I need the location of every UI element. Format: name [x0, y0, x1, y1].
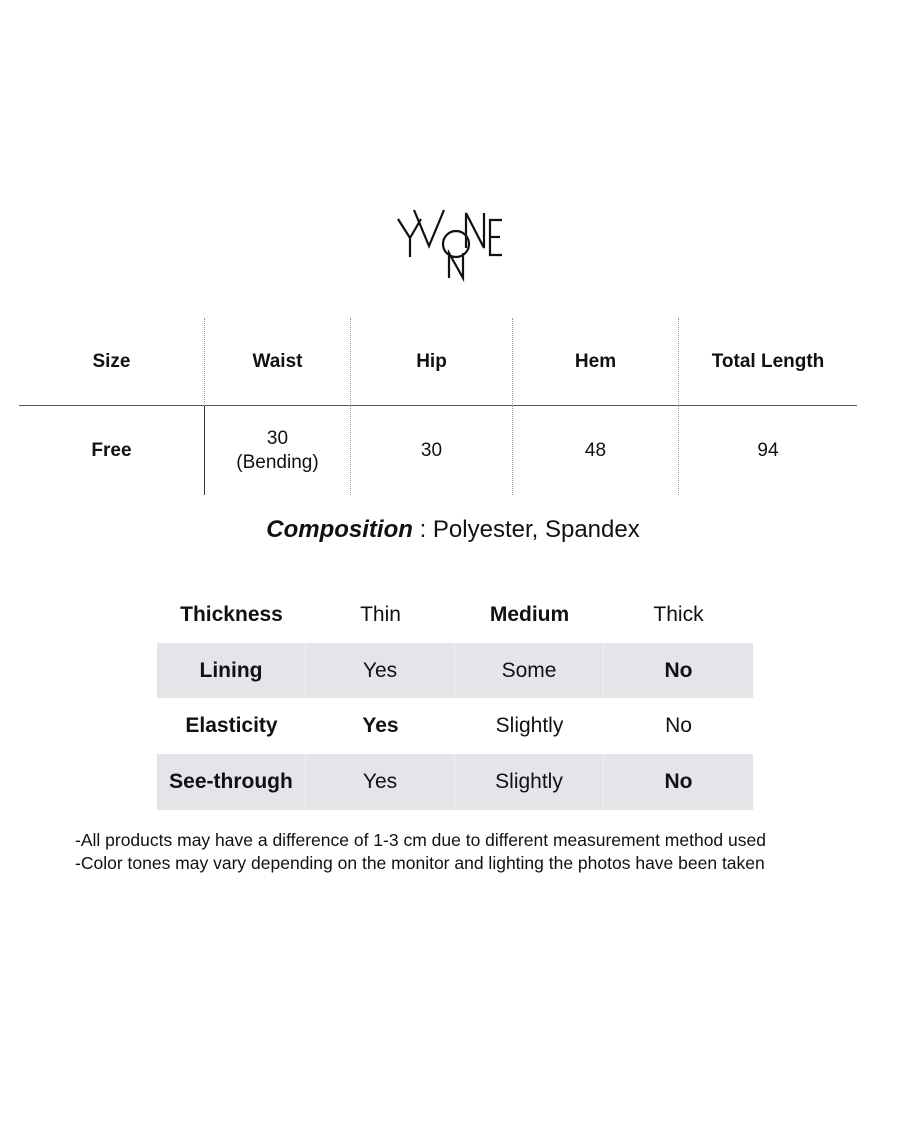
fabric-option: Thick [653, 603, 704, 626]
composition-materials: Polyester, Spandex [432, 516, 640, 543]
logo-letter-v [414, 210, 444, 246]
note-measurement: -All products may have a difference of 1-3 cm due to different measurement method used [75, 830, 766, 850]
header-waist: Waist [205, 318, 351, 406]
composition-label: Composition [266, 516, 413, 543]
cell-hem: 48 [513, 406, 679, 495]
fabric-option: Medium [489, 603, 570, 626]
header-hip: Hip [351, 318, 513, 406]
fabric-option: Thin [360, 603, 401, 626]
fabric-option: No [664, 770, 693, 793]
fabric-row-label: Thickness [180, 603, 283, 626]
note-color: -Color tones may vary depending on the monitor and lighting the photos have been taken [75, 853, 765, 873]
disclaimer-notes [75, 829, 766, 875]
fabric-option: Yes [362, 714, 399, 737]
cell-hip: 30 [351, 406, 513, 495]
fabric-option: Some [455, 643, 604, 698]
header-total-length: Total Length [679, 318, 857, 406]
cell-waist-note: (Bending) [236, 451, 319, 473]
fabric-row-see-through [157, 754, 753, 810]
fabric-option: Slightly [455, 754, 604, 810]
fabric-option: Yes [306, 643, 455, 698]
fabric-row-lining [157, 643, 753, 698]
cell-size: Free [19, 406, 205, 495]
cell-waist [205, 406, 351, 495]
logo-letter-e [490, 220, 502, 255]
composition-separator: : [419, 516, 427, 543]
fabric-option: No [665, 714, 692, 737]
header-size: Size [19, 318, 205, 406]
logo-letter-y [398, 219, 421, 257]
cell-waist-value: 30 [266, 427, 289, 449]
fabric-row-label: Elasticity [185, 714, 278, 737]
fabric-option: Slightly [495, 714, 564, 737]
fabric-row-elasticity [157, 698, 753, 754]
brand-logo [390, 200, 510, 290]
fabric-option: No [664, 658, 693, 682]
header-hem: Hem [513, 318, 679, 406]
size-table [19, 318, 857, 495]
composition-line [0, 514, 906, 546]
fabric-row-thickness [157, 587, 753, 643]
fabric-row-label: See-through [157, 754, 306, 810]
fabric-table [157, 587, 753, 810]
fabric-row-label: Lining [157, 643, 306, 698]
cell-total-length: 94 [757, 439, 779, 461]
fabric-option: Yes [306, 754, 455, 810]
